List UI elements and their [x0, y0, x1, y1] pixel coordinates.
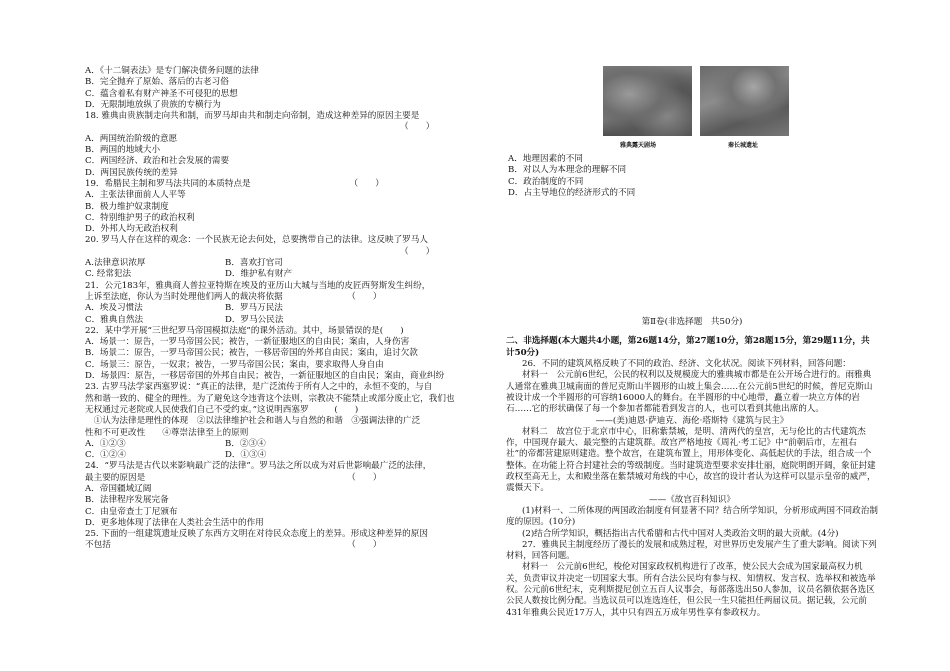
q25-option-a: A．地理因素的不同: [508, 154, 583, 164]
question-line: D．场景四：原告，一移居帝国的外邦自由民；被告，一新征服地区的自由民；案由，商业纠纷: [85, 371, 445, 382]
option-text: A.法律意识浓厚: [85, 258, 146, 269]
option-pair-row: [85, 315, 480, 326]
option-pair-row: [85, 258, 480, 269]
option-text: C．雅典自然法: [85, 314, 144, 325]
q25-options: [506, 154, 878, 199]
option-text: A．①②③: [85, 438, 126, 449]
question-line: 性和不可更改性 ④尊崇法律至上的原则: [85, 427, 249, 438]
question-line: 20. 罗马人存在这样的观念：一个民族无论去何处，总要携带自己的法律。这反映了罗马人: [85, 235, 428, 246]
question-line: B．场景二：原告，一罗马帝国公民；被告，一移居帝国的外邦自由民；案由，追讨欠款: [85, 348, 418, 359]
question-line: 21．公元183年，雅典商人普拉亚特斯在埃及的亚历山大城与当地的皮匠西努斯发生纠纷，: [85, 280, 431, 291]
option-text: A．埃及习惯法: [85, 303, 143, 314]
q26-subquestion-2: (2)结合所学知识，概括指出古代希腊和古代中国对人类政治文明的最大贡献。(4分): [522, 528, 839, 539]
question-line: 然和谐一致的、健全的理性。为了避免这令违背这个法则，宗教决不能禁止或部分废止它，我们也: [85, 393, 455, 404]
question-line: C．两国经济、政治和社会发展的需要: [85, 156, 230, 167]
q27-intro: 27．雅典民主制度经历了漫长的发展和成熟过程，对世界历史发展产生了重大影响。阅读下列材料，回答问题。: [506, 539, 877, 562]
question-line: 22．某中学开展“三世纪罗马帝国模拟法庭”的课外活动。其中，场景错误的是( ): [85, 325, 404, 336]
question-line: 24．“罗马法是古代以来影响最广泛的法律”。罗马法之所以成为对后世影响最广泛的法律，: [85, 461, 432, 472]
q26-subquestion-1: (1)材料一、二所体现的两国政治制度有何显著不同？结合所学知识，分析形成两国不同政治制度的原因。(10分): [506, 505, 878, 528]
question-line: C．蕴含着私有财产神圣不可侵犯的思想: [85, 88, 238, 99]
answer-parens: （ ）: [400, 122, 435, 133]
q25-option-d: D．占主导地位的经济形式的不同: [508, 187, 636, 198]
question-line: ①认为法律是理性的体现 ②以法律维护社会和谐人与自然的和谐 ③强调法律的广泛: [85, 416, 421, 427]
option-text: B．罗马万民法: [225, 303, 283, 314]
question-line: B．极力维护奴隶制度: [85, 201, 169, 212]
question-line: A．主张法律面前人人平等: [85, 190, 186, 201]
question-line: B．完全抛弃了原始、落后的古老习俗: [85, 77, 229, 88]
question-line: 最主要的原因是 （ ）: [85, 472, 382, 483]
question-line: 19．希腊民主制和罗马法共同的本质特点是 （ ）: [85, 178, 384, 189]
question-line: 无权通过元老院或人民使我们自己不受约束。”这说明西塞罗 ( ): [85, 404, 359, 415]
option-text: C. 经常犯法: [85, 269, 132, 280]
question-line: A．两国统治阶级的意愿: [85, 133, 178, 144]
part2-title: 二、非选择题(本大题共4小题，第26题14分，第27题10分，第28题15分，第29题11分，共计50分): [506, 336, 870, 358]
question-line: A．帝国疆域辽阔: [85, 483, 152, 494]
question-line: A．《十二铜表法》是专门解决债务问题的法律: [85, 66, 259, 76]
q25-option-c: C．政治制度的不同: [508, 176, 584, 187]
answer-parens: （ ）: [400, 246, 435, 257]
question-line: 上诉至法庭，你认为当时处理他们两人的裁决将依据 （ ）: [85, 291, 382, 302]
q26-material-2-source: ——《故宫百科知识》: [649, 494, 735, 505]
option-pair-row: [85, 303, 480, 314]
option-pair-row: [85, 450, 480, 461]
q26-intro: 26．不同的建筑风格反映了不同的政治、经济、文化状况。阅读下列材料，回答问题：: [522, 359, 851, 370]
question-line: D．无限制地放纵了贵族的专横行为: [85, 99, 221, 110]
q27-material-1: 材料一 公元前6世纪，梭伦对国家政权机构进行了改革，使公民大会成为国家最高权力机关，负责审议并决定一切国家大事。所有合法公民均有参与权、知情权、发言权、选举权和被选举权。公元前6世纪末，克利斯提尼创立五百人议事会，每部落选出50人参加，议员名额依据各选区公民人数按比例分配。当选议员可以连选连任，但公民一生只能担任两届议员。据记载，公元前431年雅典公民近17万人，其中只有四五万成年男性享有参政权力。: [506, 562, 876, 618]
question-line: C．特别维护男子的政治权利: [85, 212, 195, 223]
option-pair-row: [85, 269, 480, 280]
question-line: C．由皇帝查士丁尼颁布: [85, 506, 178, 517]
q26-material-1: 材料一 公元前6世纪，公民的权利以及规模庞大的雅典城市都是在公开场合进行的。雨雅典人通常在雅典卫城南面的普尼克斯山半圆形的山坡上集会……在公元前5世纪的时候，普尼克斯山被设计成一个半圆形的可容纳16000人的舞台。在半圆形的中心地带，矗立着一块立方体的岩石……它的形状确保了每一个参加者都能看到发言的人，也可以看到其他出席的人。: [506, 370, 873, 415]
question-line: D．两国民族传统的差异: [85, 167, 178, 178]
left-column: [85, 66, 480, 552]
photo-caption-wall: 秦长城遗址: [728, 142, 759, 149]
question-line: B．两国的地域大小: [85, 145, 161, 156]
option-text: D．①③④: [225, 450, 267, 461]
right-column: [506, 70, 878, 619]
question-line: D．外邦人均无政治权利: [85, 224, 178, 235]
question-line: B．法律程序发展完备: [85, 495, 169, 506]
question-line: D．更多地体现了法律在人类社会生活中的作用: [85, 517, 264, 528]
part2-heading: 第Ⅱ卷(非选择题 共50分): [641, 317, 743, 328]
q26-material-1-source: ——(美)迪恩·萨迪克、海伦·塔斯特《建筑与民主》: [595, 415, 789, 426]
q25-option-b: B．对以人为本理念的理解不同: [508, 165, 627, 176]
option-text: D．罗马公民法: [225, 314, 284, 325]
question-line: 25. 下面的一组建筑遗址反映了东西方文明在对待民众态度上的差异。形成这种差异的原因: [85, 529, 428, 540]
option-text: B．喜欢打官司: [225, 258, 283, 269]
photo-caption-athens: 雅典露天剧场: [620, 142, 657, 149]
question-line: 不包括 （ ）: [85, 540, 382, 551]
option-text: C．①②④: [85, 450, 126, 461]
option-pair-row: [85, 439, 480, 450]
option-text: B．②③④: [225, 438, 266, 449]
question-line: 23. 古罗马法学家西塞罗说：“真正的法律，是广泛流传于所有人之中的，永恒不变的，与自: [85, 382, 433, 393]
question-line: 18. 雅典由贵族制走向共和制，而罗马却由共和制走向帝制，造成这种差异的原因主要是: [85, 111, 420, 122]
question-line: C．场景三：原告，一奴隶；被告，一罗马帝国公民；案由，要求取得人身自由: [85, 359, 384, 370]
option-text: D．维护私有财产: [225, 269, 293, 280]
question-line: A．场景一：原告，一罗马帝国公民；被告，一新征服地区的自由民；案由，人身伤害: [85, 337, 410, 348]
q26-material-2: 材料二 故宫位于北京市中心，旧称紫禁城，是明、清两代的皇宫，无与伦比的古代建筑杰作，中国现存最大、最完整的古建筑群。故宫严格地按《周礼·考工记》中“前朝后市，左祖右社”的帝都营建原则建造。整个故宫，在建筑布置上，用形体变化、高低起伏的手法，组合成一个整体。在功能上符合封建社会的等级制度。当时建筑造型要求安排壮丽，庭院明朗开阔，象征封建政权至高无上，太和殿坐落在紫禁城对角线的中心，故宫的设计者认为这样可以显示皇帝的威严，震慑天下。: [506, 426, 876, 494]
